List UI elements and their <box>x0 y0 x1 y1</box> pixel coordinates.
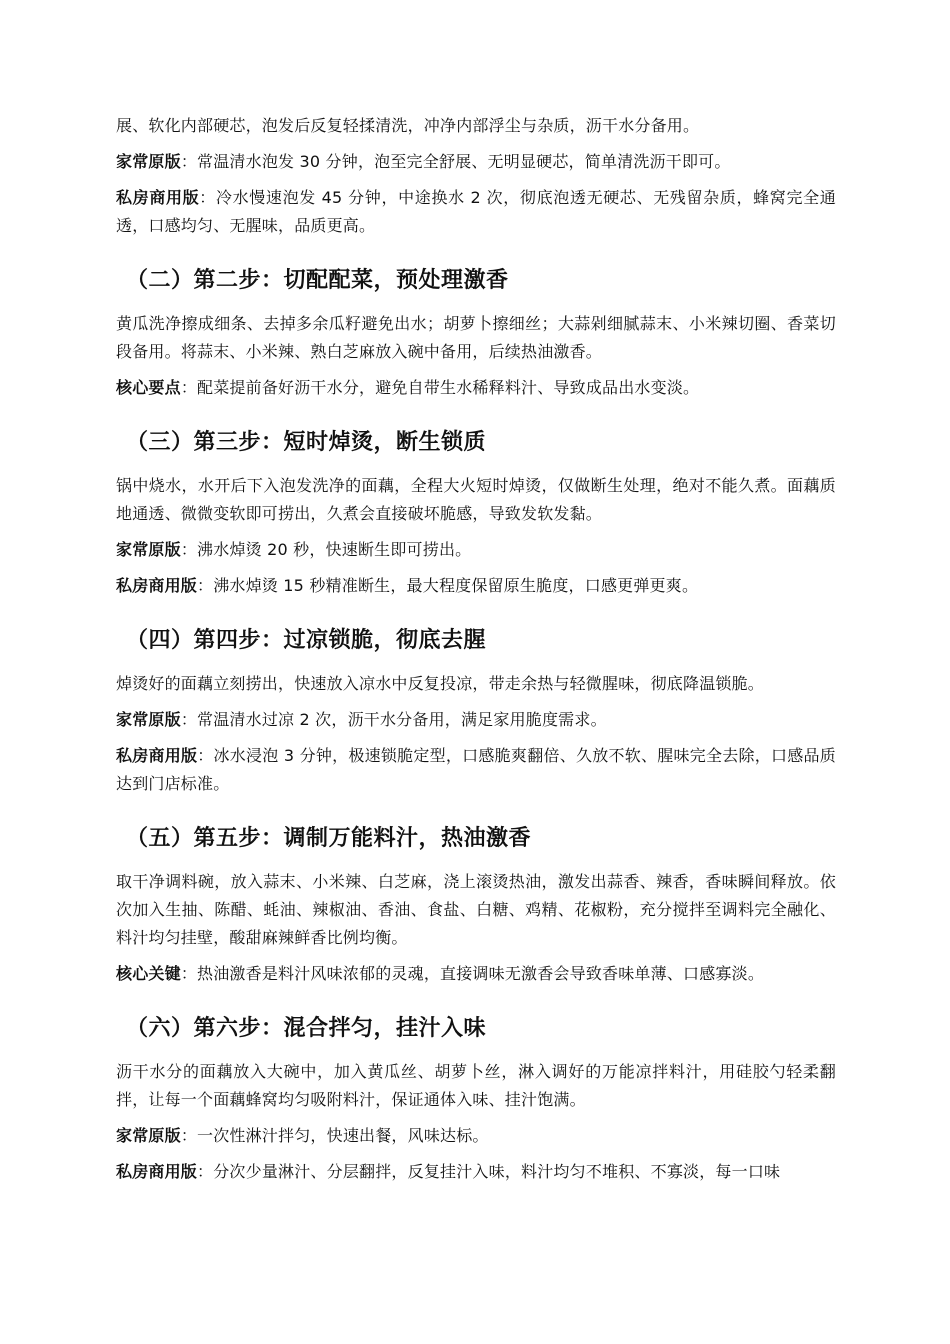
step5-key-point <box>116 960 836 988</box>
pro-version-label: 私房商用版 <box>116 746 198 765</box>
pro-version-text: ：冰水浸泡 3 分钟，极速锁脆定型，口感脆爽翻倍、久放不软、腥味完全去除，口感品质达到门店标准。 <box>116 746 836 793</box>
home-version-text: ：一次性淋汁拌匀，快速出餐，风味达标。 <box>180 1126 489 1145</box>
key-point-text: ：热油激香是料汁风味浓郁的灵魂，直接调味无激香会导致香味单薄、口感寡淡。 <box>180 964 765 983</box>
step4-heading: （四）第四步：过凉锁脆，彻底去腥 <box>126 628 487 653</box>
step2-body: 黄瓜洗净擦成细条、去掉多余瓜籽避免出水；胡萝卜擦细丝；大蒜剁细腻蒜末、小米辣切圈、香菜切段备用。将蒜末、小米辣、熟白芝麻放入碗中备用，后续热油激香。 <box>116 314 836 361</box>
home-version-text: ：常温清水泡发 30 分钟，泡至完全舒展、无明显硬芯，简单清洗沥干即可。 <box>180 152 731 171</box>
step2-heading: （二）第二步：切配配菜，预处理激香 <box>126 268 509 293</box>
step3-heading: （三）第三步：短时焯烫，断生锁质 <box>126 430 487 455</box>
intro-pro-version <box>116 184 836 240</box>
pro-version-label: 私房商用版 <box>116 1162 198 1181</box>
step6-heading: （六）第六步：混合拌匀，挂汁入味 <box>126 1016 487 1041</box>
step6-home-version <box>116 1122 836 1150</box>
step4-body: 焯烫好的面藕立刻捞出，快速放入凉水中反复投凉，带走余热与轻微腥味，彻底降温锁脆。 <box>116 674 765 693</box>
step5-heading: （五）第五步：调制万能料汁，热油激香 <box>126 826 532 851</box>
step3-body: 锅中烧水，水开后下入泡发洗净的面藕，全程大火短时焯烫，仅做断生处理，绝对不能久煮。面藕质地通透、微微变软即可捞出，久煮会直接破坏脆感，导致发软发黏。 <box>116 476 836 523</box>
home-version-text: ：沸水焯烫 20 秒，快速断生即可捞出。 <box>180 540 472 559</box>
key-point-text: ：配菜提前备好沥干水分，避免自带生水稀释料汁、导致成品出水变淡。 <box>180 378 700 397</box>
home-version-text: ：常温清水过凉 2 次，沥干水分备用，满足家用脆度需求。 <box>180 710 607 729</box>
document-page <box>116 112 836 1186</box>
step4-pro-version <box>116 742 836 798</box>
step3-home-version <box>116 536 836 564</box>
step5-body: 取干净调料碗，放入蒜末、小米辣、白芝麻，浇上滚烫热油，激发出蒜香、辣香，香味瞬间释放。依次加入生抽、陈醋、蚝油、辣椒油、香油、食盐、白糖、鸡精、花椒粉，充分搅拌至调料完全融化、料汁均匀挂壁，酸甜麻辣鲜香比例均衡。 <box>116 872 836 947</box>
step2-key-point <box>116 374 836 402</box>
pro-version-label: 私房商用版 <box>116 188 200 207</box>
home-version-label: 家常原版 <box>116 710 181 729</box>
key-point-label: 核心要点 <box>116 378 181 397</box>
home-version-label: 家常原版 <box>116 152 181 171</box>
home-version-label: 家常原版 <box>116 540 181 559</box>
home-version-label: 家常原版 <box>116 1126 181 1145</box>
pro-version-text: ：沸水焯烫 15 秒精准断生，最大程度保留原生脆度，口感更弹更爽。 <box>197 576 699 595</box>
step3-pro-version <box>116 572 836 600</box>
step6-pro-version <box>116 1158 836 1186</box>
pro-version-text: ：冷水慢速泡发 45 分钟，中途换水 2 次，彻底泡透无硬芯、无残留杂质，蜂窝完全通透，口感均匀、无腥味，品质更高。 <box>116 188 836 235</box>
step6-body: 沥干水分的面藕放入大碗中，加入黄瓜丝、胡萝卜丝，淋入调好的万能凉拌料汁，用硅胶勺轻柔翻拌，让每一个面藕蜂窝均匀吸附料汁，保证通体入味、挂汁饱满。 <box>116 1062 836 1109</box>
step4-home-version <box>116 706 836 734</box>
pro-version-label: 私房商用版 <box>116 576 198 595</box>
intro-home-version <box>116 148 836 176</box>
intro-continuation: 展、软化内部硬芯，泡发后反复轻揉清洗，冲净内部浮尘与杂质，沥干水分备用。 <box>116 116 700 135</box>
key-point-label: 核心关键 <box>116 964 181 983</box>
pro-version-text: ：分次少量淋汁、分层翻拌，反复挂汁入味，料汁均匀不堆积、不寡淡，每一口味 <box>197 1162 781 1181</box>
